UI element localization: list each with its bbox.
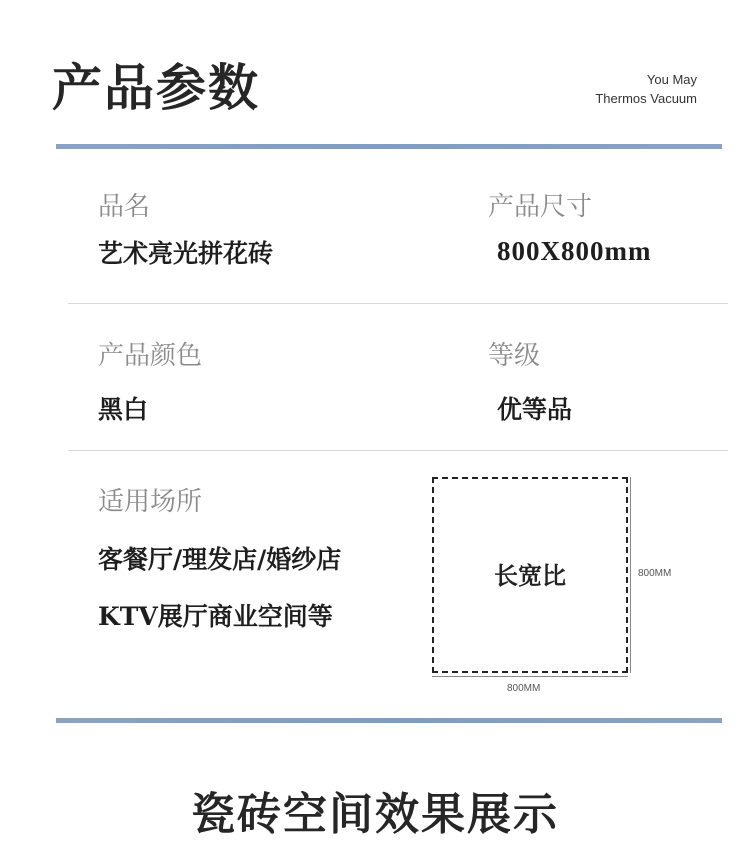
width-dimension-line bbox=[432, 676, 628, 677]
grade-label: 等级 bbox=[488, 341, 541, 371]
top-divider bbox=[56, 144, 722, 149]
row-separator bbox=[68, 450, 728, 451]
aspect-ratio-label: 长宽比 bbox=[494, 562, 566, 590]
name-label: 品名 bbox=[98, 192, 151, 222]
size-label: 产品尺寸 bbox=[488, 192, 593, 222]
color-value: 黑白 bbox=[98, 395, 149, 424]
usage-value-line1: 客餐厅/理发店/婚纱店 bbox=[98, 545, 342, 574]
grade-value: 优等品 bbox=[497, 395, 573, 424]
tagline-line2: Thermos Vacuum bbox=[595, 91, 697, 106]
color-label: 产品颜色 bbox=[98, 341, 203, 371]
brand-tagline bbox=[497, 70, 697, 108]
height-dimension-label: 800MM bbox=[638, 568, 672, 579]
height-dimension-line bbox=[630, 477, 631, 673]
tagline-line1: You May bbox=[646, 72, 697, 87]
page-title: 产品参数 bbox=[52, 59, 260, 117]
width-dimension-label: 800MM bbox=[507, 683, 541, 694]
name-value: 艺术亮光拼花砖 bbox=[98, 239, 274, 268]
usage-label: 适用场所 bbox=[98, 487, 203, 517]
row-separator bbox=[68, 303, 728, 304]
usage-value-line2: KTV展厅商业空间等 bbox=[98, 602, 333, 631]
bottom-divider bbox=[56, 718, 722, 723]
section-title: 瓷砖空间效果展示 bbox=[191, 789, 559, 840]
size-value: 800X800mm bbox=[497, 236, 652, 266]
